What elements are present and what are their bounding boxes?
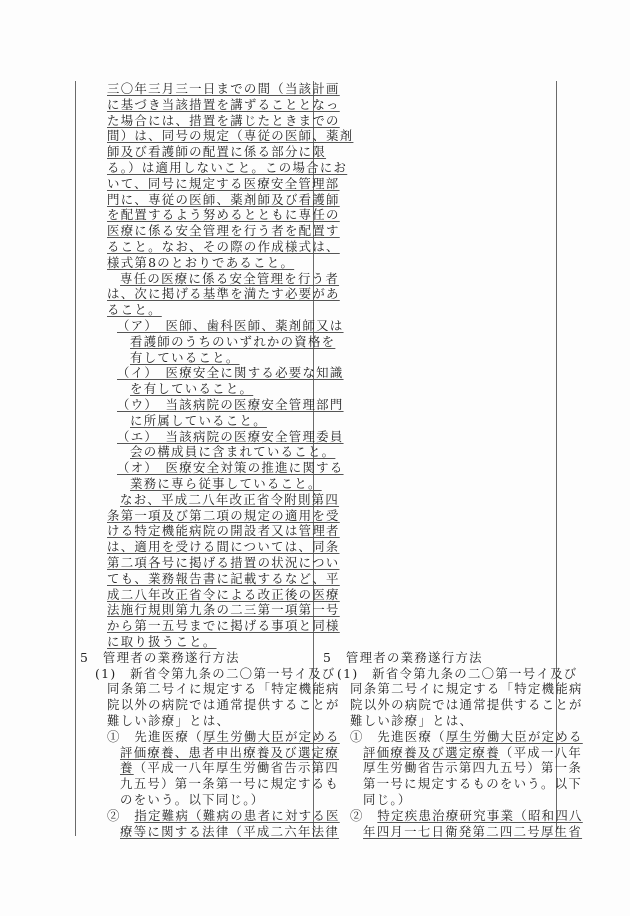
text-line [130,444,335,460]
text-line [120,745,339,761]
table-border-right [556,81,557,836]
underlined-text: 業務に専ら従事していること。 [130,476,322,491]
text-line [363,824,582,840]
text: (1) 新省令第九条の二〇第一号イ及び [337,665,578,681]
underlined-text: は、適用を受ける間については、同条 [107,539,340,555]
text-line [350,713,473,729]
text-line [107,192,340,208]
text-line [363,760,582,776]
underlined-text: 年四月一七日衛発第二四二号厚生省 [363,823,583,839]
text-line [120,776,339,792]
text: ① 先進医療（ [350,728,446,744]
text: のをいう。以下同じ。） [120,792,265,807]
text: （平成一八年 [499,744,583,760]
underlined-text: 指定難病（難病の患者に対する医 [134,807,340,823]
text: 5 管理者の業務遂行方法 [80,649,240,665]
underlined-text: ること。 [107,302,162,318]
text: 難しい診療」とは、 [350,713,474,728]
underlined-text: （オ） 医療安全対策の推進に関する [117,460,344,476]
underlined-text: に所属していること。 [130,412,267,428]
underlined-text: 師及び看護師の配置に係る部分に限 [107,144,327,160]
text: ② [350,807,378,823]
underlined-text: 第二項各号に掲げる措置の状況につい [107,555,340,570]
text: 院以外の病院では通常提供することが [107,697,340,713]
text-line [120,492,339,508]
text: ① 先進医療（ [107,728,203,744]
underlined-text: ける特定機能病院の開設者又は管理者 [107,523,340,539]
text-line [107,128,353,144]
text-line [95,666,336,682]
text-line [117,460,344,476]
underlined-text: から第一五号までに掲げる事項と同様 [107,618,340,634]
underlined-text: 養 [120,760,134,776]
underlined-text: 療等に関する法律（平成二六年法律 [120,823,340,839]
text-line [350,808,583,824]
underlined-text: を配置するよう努めるとともに専任の [107,207,340,223]
text-line [107,255,294,271]
text-line [107,302,162,318]
text-line [107,81,340,97]
text-line [323,650,483,666]
text-line [107,97,340,113]
text: 九五号）第一条第一号に規定するも [120,776,340,792]
text-line [117,397,344,413]
underlined-text: （エ） 当該病院の医療安全管理委員 [117,428,344,444]
underlined-text: なお、平成二八年改正省令附則第四 [120,491,340,507]
underlined-text: 間）は、同号の規定（専従の医師、薬剤 [107,128,354,144]
underlined-text: に基づき当該措置を講ずることとなっ [107,96,340,112]
text-line [363,776,582,792]
text-line [117,365,344,381]
underlined-text: を有していること。 [130,381,254,397]
text-line [80,650,240,666]
underlined-text: ても、業務報告書に記載するなど、平 [107,570,340,586]
text: 同条第二号イに規定する「特定機能病 [107,681,340,697]
text-line [107,144,326,160]
underlined-text: 会の構成員に含まれていること。 [130,444,336,460]
text-line [120,824,339,840]
text-line [107,587,340,603]
underlined-text: 看護師のうちのいずれかの資格を [130,333,336,349]
underlined-text: 評価療養及び選定療養 [363,744,500,760]
text-line [107,508,340,524]
underlined-text: る。）は適用しないこと。この場合にお [107,160,348,175]
text-line [107,713,230,729]
text: 5 管理者の業務遂行方法 [323,649,483,665]
text-line [107,602,340,618]
underlined-text: た場合には、措置を講じたときまでの [107,112,340,128]
underlined-text: 成二八年改正省令による改正後の医療 [107,586,340,602]
underlined-text: 厚生労働大臣が定める [202,728,340,744]
text-line [107,286,340,302]
text-line [350,681,583,697]
text-line [350,697,583,713]
underlined-text: 専任の医療に係る安全管理を行う者 [120,270,340,286]
text-line [107,539,340,555]
text-line [107,113,340,129]
text-line [107,207,340,223]
text-line [107,555,340,571]
underlined-text: 厚生労働大臣が定める [445,728,583,744]
text: 第一号に規定するものをいう。以下 [363,776,583,792]
text-line [107,697,340,713]
text: 同じ。） [363,792,412,807]
underlined-text: に取り扱うこと。 [107,634,217,649]
underlined-text: 医療に係る安全管理を行う者を配置す [107,223,340,239]
text-line [107,176,340,192]
text-line [107,160,347,176]
text-line [130,350,240,366]
text-line [107,571,340,587]
text-line [130,381,253,397]
underlined-text: 三〇年三月三一日までの間（当該計画 [107,81,340,96]
underlined-text: 条第一項及び第二項の規定の適用を受 [107,507,340,523]
underlined-text: 評価療養、患者申出療養及び選定療 [120,744,340,760]
underlined-text: 法施行規則第九条の二三第一項第一号 [107,602,340,618]
text: 厚生労働省告示第四九五号）第一条 [363,760,583,776]
text-line [120,792,264,808]
text-line [337,666,578,682]
text: 同条第二号イに規定する「特定機能病 [350,681,583,697]
table-border-left [75,81,76,836]
text-line [120,760,339,776]
underlined-text: 有していること。 [130,349,240,365]
text-line [107,239,340,255]
underlined-text: 様式第8のとおりであること。 [107,254,295,270]
text-line [120,271,339,287]
text-line [363,745,582,761]
text-line [107,223,340,239]
underlined-text: （イ） 医療安全に関する必要な知識 [117,365,344,381]
text-line [107,808,340,824]
underlined-text: いて、同号に規定する医療安全管理部 [107,175,340,191]
underlined-text: 特定疾患治療研究事業（昭和四八 [377,807,583,823]
text: （平成一八年厚生労働省告示第四 [133,760,340,776]
text-line [130,334,335,350]
underlined-text: 門に、専従の医師、薬剤師及び看護師 [107,191,340,207]
text-line [350,729,583,745]
text-line [117,429,344,445]
text-line [107,681,340,697]
text: 院以外の病院では通常提供することが [350,697,583,713]
text-line [107,634,217,650]
text-line [130,413,267,429]
underlined-text: （ウ） 当該病院の医療安全管理部門 [117,397,344,412]
underlined-text: は、次に掲げる基準を満たす必要があ [107,286,340,302]
text-line [363,792,412,808]
text-line [117,318,344,334]
text-line [107,618,340,634]
text: (1) 新省令第九条の二〇第一号イ及び [95,665,336,681]
text: ② [107,807,135,823]
text-line [130,476,322,492]
underlined-text: （ア） 医師、歯科医師、薬剤師又は [117,318,344,333]
text-line [107,523,340,539]
text-line [107,729,340,745]
text: 難しい診療」とは、 [107,713,231,728]
underlined-text: ること。なお、その際の作成様式は、 [107,239,340,254]
